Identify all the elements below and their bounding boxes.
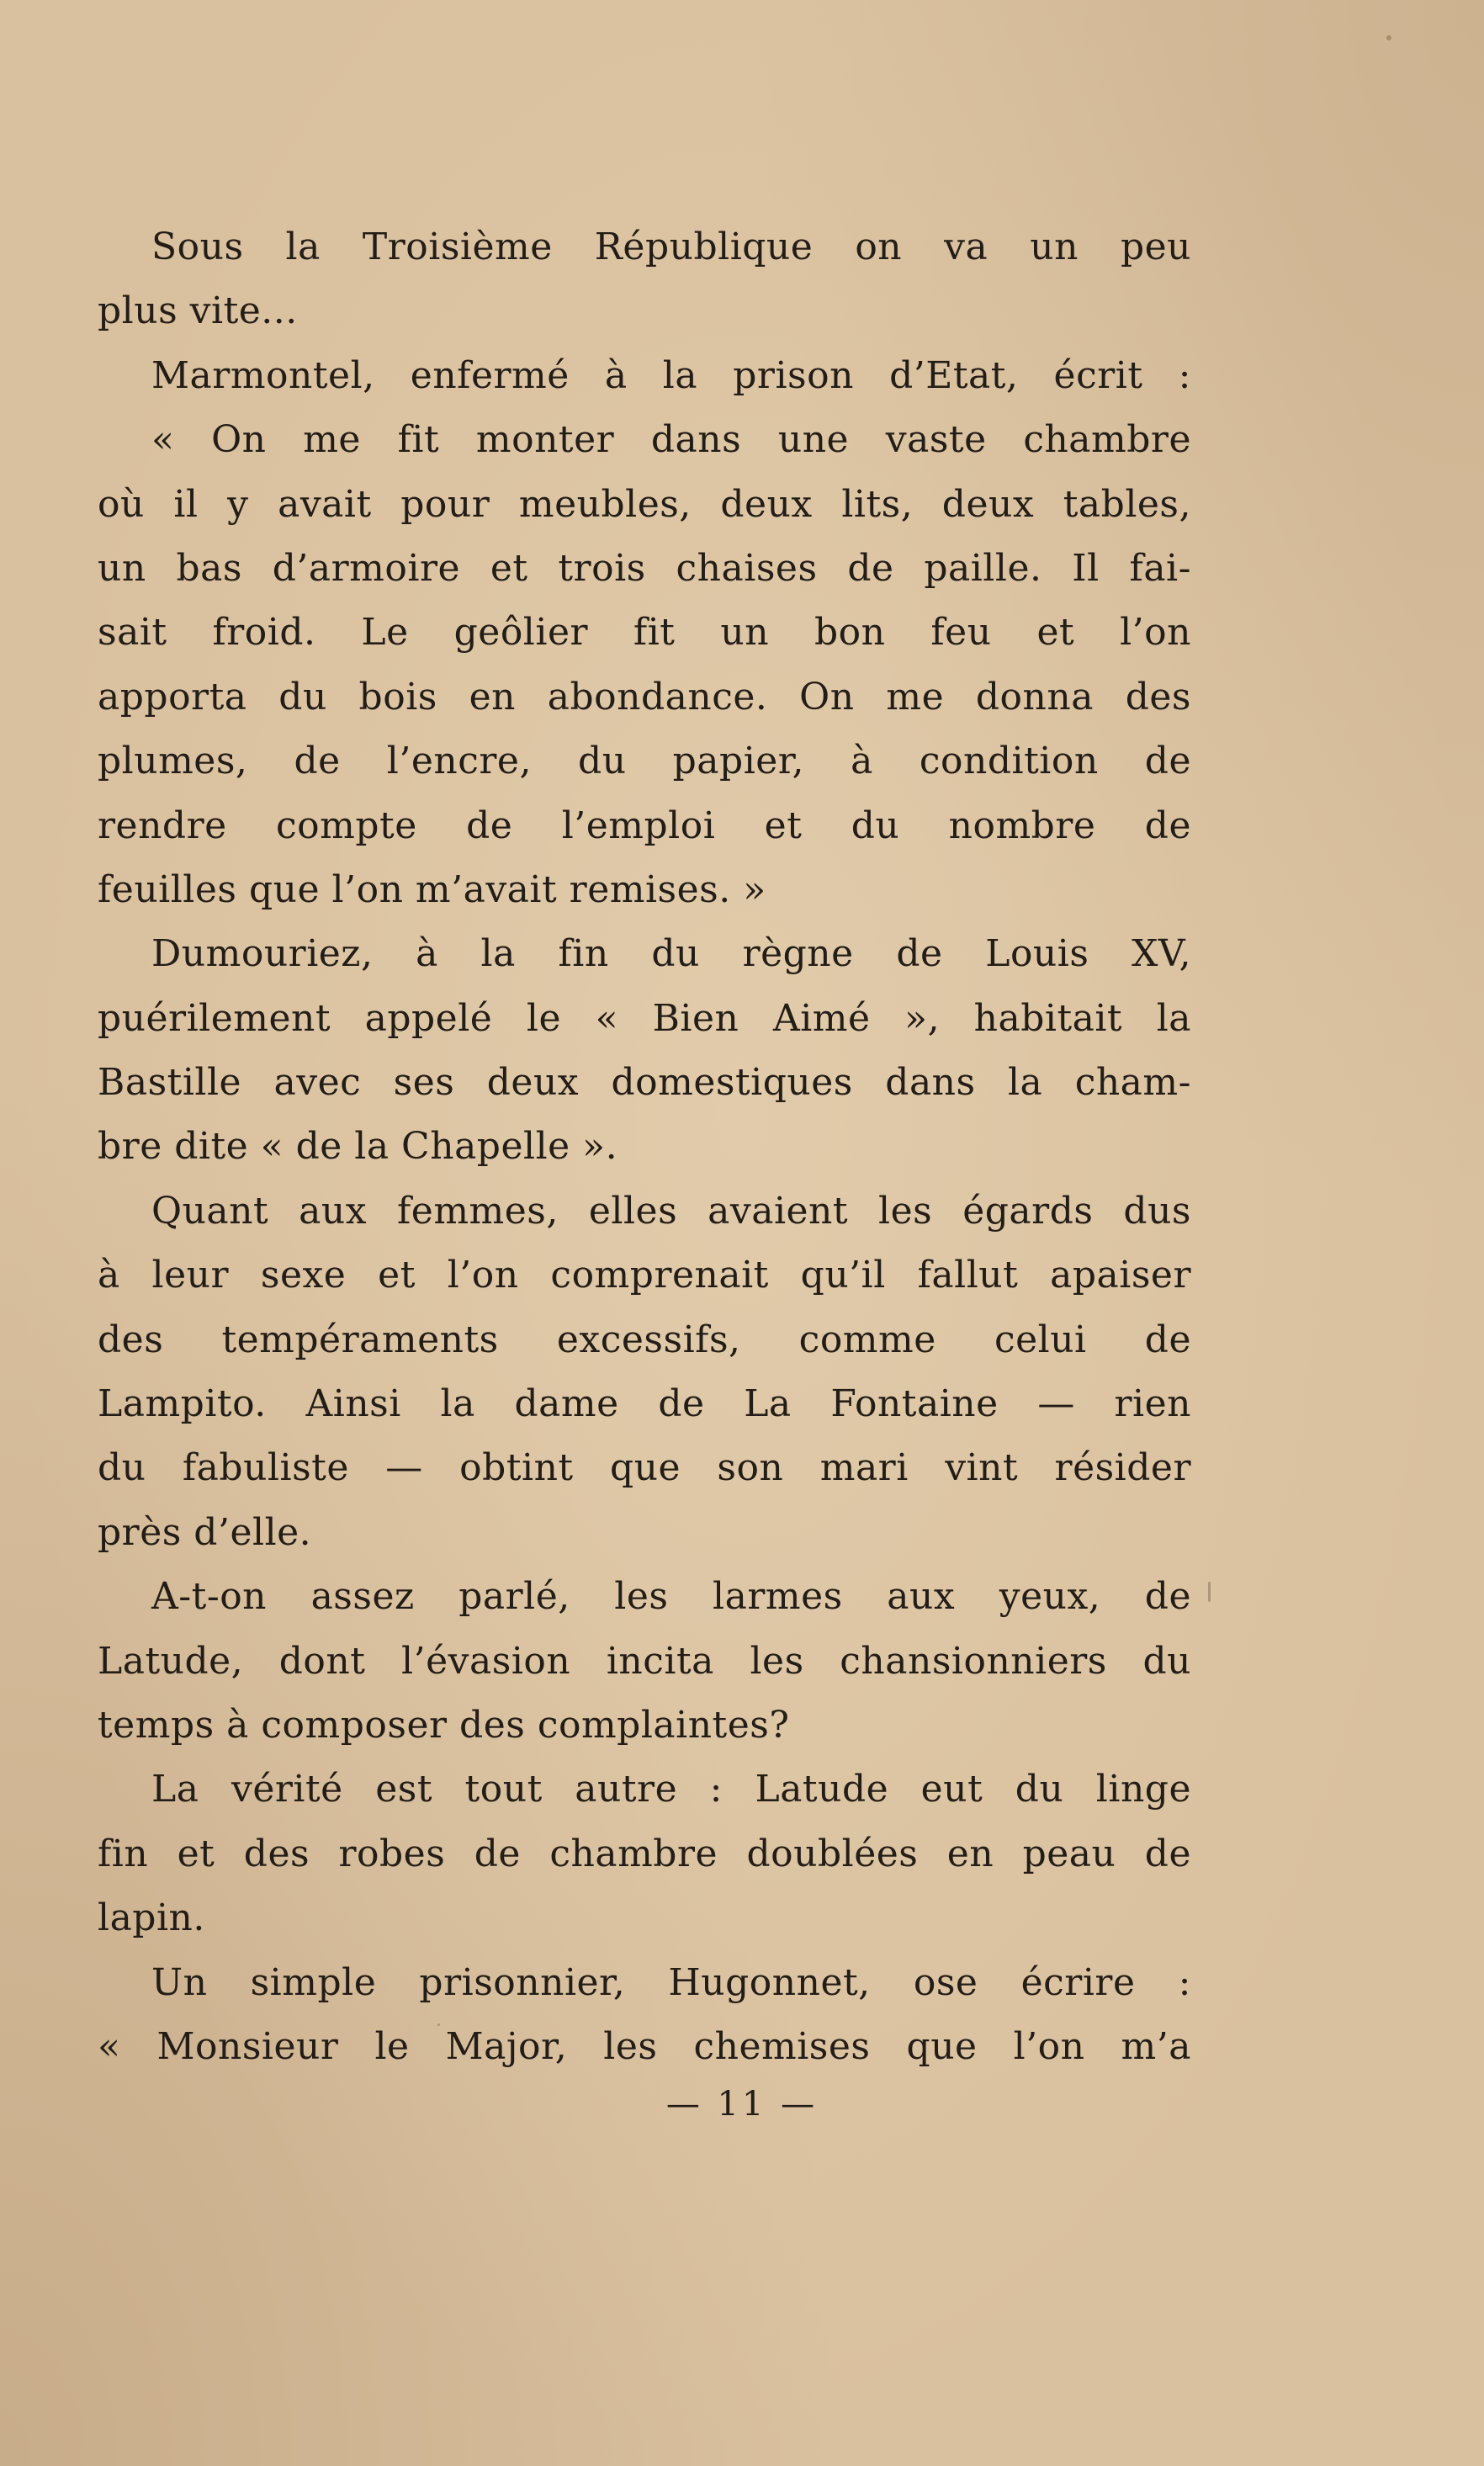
- text-line: puérilement appelé le « Bien Aimé », habitait la: [98, 996, 1191, 1040]
- text-line: fin et des robes de chambre doublées en peau de: [98, 1832, 1191, 1875]
- body-text: [98, 215, 1191, 2079]
- text-line: sait froid. Le geôlier fit un bon feu et l’on: [98, 611, 1191, 655]
- page-number: — 11 —: [665, 2085, 819, 2124]
- text-line: bre dite « de la Chapelle ».: [98, 1125, 618, 1169]
- text-line: Dumouriez, à la fin du règne de Louis XV,: [151, 932, 1191, 976]
- text-line: A-t-on assez parlé, les larmes aux yeux, de: [151, 1575, 1191, 1619]
- text-line: La vérité est tout autre : Latude eut du linge: [151, 1768, 1191, 1811]
- text-line: feuilles que l’on m’avait remises. »: [98, 867, 766, 911]
- text-line: Lampito. Ainsi la dame de La Fontaine — rien: [98, 1382, 1191, 1426]
- text-line: Marmontel, enfermé à la prison d’Etat, écrit :: [151, 353, 1191, 397]
- text-line: Latude, dont l’évasion incita les chansionniers du: [98, 1639, 1191, 1683]
- paper-speck: [1386, 35, 1391, 40]
- text-line: Un simple prisonnier, Hugonnet, ose écrire :: [151, 1960, 1191, 2004]
- text-line: Bastille avec ses deux domestiques dans la cham-: [98, 1061, 1191, 1105]
- text-line: où il y avait pour meubles, deux lits, deux tables,: [98, 482, 1191, 526]
- text-line: « Monsieur le Major, les chemises que l’on m’a: [98, 2024, 1191, 2068]
- text-line: apporta du bois en abondance. On me donna des: [98, 675, 1191, 719]
- text-line: Sous la Troisième République on va un peu: [151, 225, 1191, 268]
- text-line: plus vite...: [98, 289, 298, 333]
- paper-speck: [1208, 1582, 1211, 1602]
- text-line: Quant aux femmes, elles avaient les égards dus: [151, 1189, 1191, 1233]
- text-line: du fabuliste — obtint que son mari vint résider: [98, 1446, 1191, 1490]
- text-line: un bas d’armoire et trois chaises de paille. Il fai-: [98, 546, 1191, 590]
- text-line: plumes, de l’encre, du papier, à condition de: [98, 740, 1191, 783]
- text-line: temps à composer des complaintes?: [98, 1703, 790, 1747]
- text-line: près d’elle.: [98, 1510, 312, 1554]
- text-line: « On me fit monter dans une vaste chambre: [151, 418, 1191, 462]
- text-line: rendre compte de l’emploi et du nombre de: [98, 803, 1191, 847]
- text-line: lapin.: [98, 1896, 205, 1940]
- text-line: à leur sexe et l’on comprenait qu’il fallut apaiser: [98, 1254, 1191, 1297]
- paper-speck: [437, 2023, 440, 2026]
- text-line: des tempéraments excessifs, comme celui de: [98, 1318, 1191, 1361]
